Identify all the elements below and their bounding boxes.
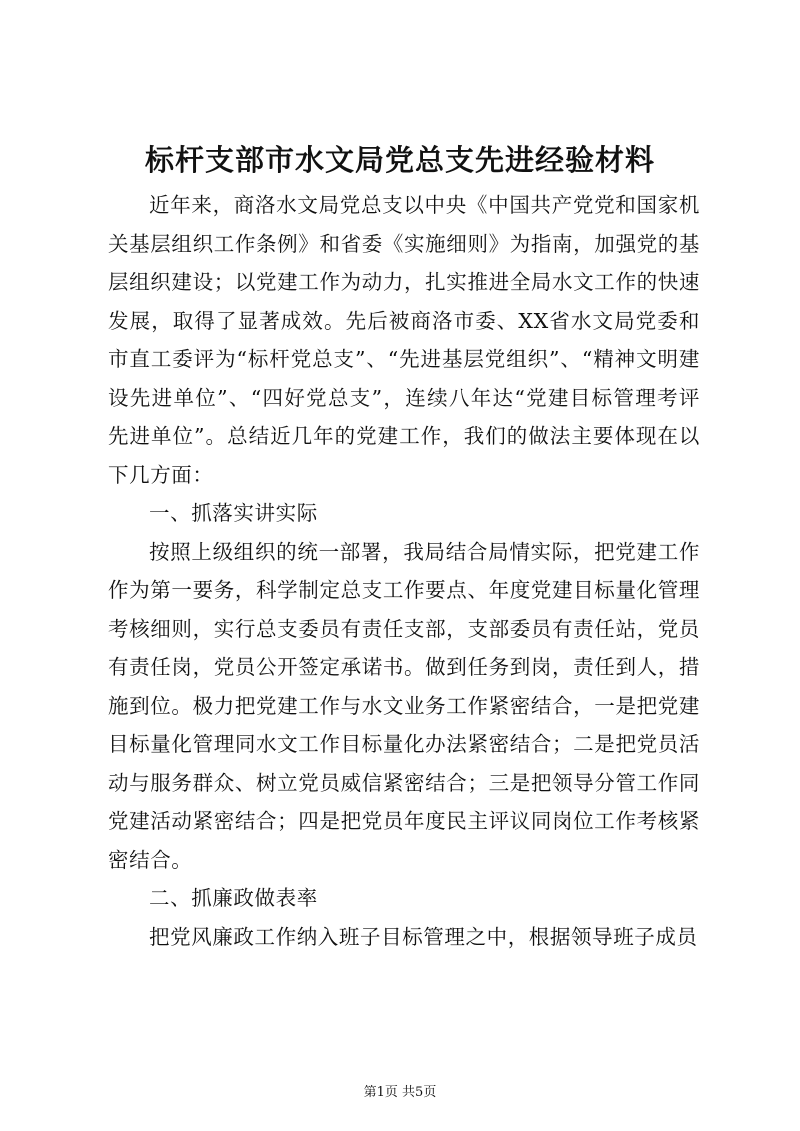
section-2-paragraph: 把党风廉政工作纳入班子目标管理之中，根据领导班子成员 — [149, 924, 698, 949]
section-heading-2: 二、抓廉政做表率 — [149, 886, 318, 910]
page-footer: 第1页 共5页 — [363, 1085, 437, 1100]
document-title: 标杆支部市水文局党总支先进经验材料 — [144, 143, 655, 177]
document-body — [108, 186, 700, 956]
intro-paragraph: 近年来，商洛水文局党总支以中央《中国共产党党和国家机关基层组织工作条例》和省委《实施细则》为指南，加强党的基层组织建设；以党建工作为动力，扎实推进全局水文工作的快速发展，取得了显著成效。先后被商洛市委、XX省水文局党委和市直工委评为“标杆党总支”、“先进基层党组织”、“精神文明建设先进单位”、“四好党总支”，连续八年达“党建目标管理考评先进单位”。总结近几年的党建工作，我们的做法主要体现在以下几方面： — [108, 193, 700, 487]
section-heading-1: 一、抓落实讲实际 — [149, 501, 318, 525]
section-1-paragraph: 按照上级组织的统一部署，我局结合局情实际，把党建工作作为第一要务，科学制定总支工作要点、年度党建目标量化管理考核细则，实行总支委员有责任支部，支部委员有责任站，党员有责任岗，党员公开签定承诺书。做到任务到岗，责任到人，措施到位。极力把党建工作与水文业务工作紧密结合，一是把党建目标量化管理同水文工作目标量化办法紧密结合；二是把党员活动与服务群众、树立党员威信紧密结合；三是把领导分管工作同党建活动紧密结合；四是把党员年度民主评议同岗位工作考核紧密结合。 — [108, 539, 700, 872]
